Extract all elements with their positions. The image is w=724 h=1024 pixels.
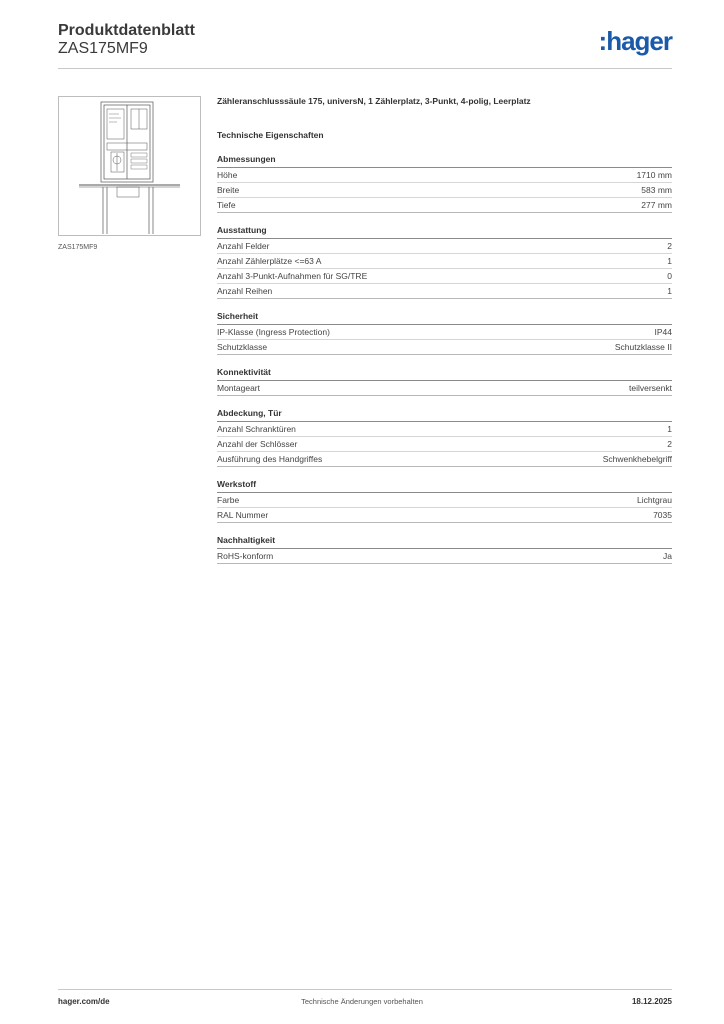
- spec-row: [217, 254, 672, 269]
- spec-row: [217, 340, 672, 355]
- spec-value: Schutzklasse II: [614, 342, 672, 352]
- spec-content: [217, 96, 672, 564]
- spec-row: [217, 198, 672, 213]
- spec-row: [217, 168, 672, 183]
- section-title: Konnektivität: [217, 367, 672, 381]
- spec-section: [217, 154, 672, 213]
- spec-label: Anzahl Schranktüren: [217, 424, 296, 434]
- spec-section: [217, 479, 672, 523]
- technical-properties-heading: Technische Eigenschaften: [217, 130, 324, 140]
- spec-value: 1: [667, 424, 672, 434]
- spec-row: [217, 381, 672, 396]
- spec-row: [217, 422, 672, 437]
- footer-divider: [58, 989, 672, 990]
- header-divider: [58, 68, 672, 69]
- spec-label: Anzahl Felder: [217, 241, 270, 251]
- spec-row: [217, 325, 672, 340]
- spec-label: Ausführung des Handgriffes: [217, 454, 323, 464]
- meter-cabinet-drawing-icon: [59, 97, 200, 235]
- spec-row: [217, 183, 672, 198]
- spec-row: [217, 549, 672, 564]
- page-header: [58, 20, 672, 68]
- section-title: Abmessungen: [217, 154, 672, 168]
- spec-label: Breite: [217, 185, 240, 195]
- spec-label: Anzahl der Schlösser: [217, 439, 298, 449]
- spec-value: 7035: [653, 510, 672, 520]
- spec-value: Ja: [663, 551, 672, 561]
- spec-value: 2: [667, 439, 672, 449]
- spec-label: Farbe: [217, 495, 240, 505]
- spec-value: Lichtgrau: [637, 495, 672, 505]
- spec-value: Schwenkhebelgriff: [602, 454, 672, 464]
- spec-row: [217, 493, 672, 508]
- spec-value: teilversenkt: [629, 383, 672, 393]
- product-description: Zähleranschlusssäule 175, universN, 1 Zählerplatz, 3-Punkt, 4-polig, Leerplatz: [217, 96, 531, 106]
- footer-website: hager.com/de: [58, 997, 110, 1006]
- spec-section: [217, 367, 672, 396]
- section-title: Abdeckung, Tür: [217, 408, 672, 422]
- section-title: Nachhaltigkeit: [217, 535, 672, 549]
- footer-notice: Technische Änderungen vorbehalten: [301, 997, 423, 1006]
- footer-date: 18.12.2025: [631, 997, 672, 1006]
- spec-label: Anzahl 3-Punkt-Aufnahmen für SG/TRE: [217, 271, 368, 281]
- product-code: ZAS175MF9: [58, 40, 148, 57]
- spec-value: 1: [667, 286, 672, 296]
- spec-value: IP44: [654, 327, 672, 337]
- spec-sections: [217, 154, 672, 564]
- spec-label: Anzahl Zählerplätze <=63 A: [217, 256, 322, 266]
- spec-label: RAL Nummer: [217, 510, 269, 520]
- image-caption: ZAS175MF9: [58, 244, 98, 251]
- section-title: Werkstoff: [217, 479, 672, 493]
- spec-value: 583 mm: [641, 185, 672, 195]
- document-title: Produktdatenblatt: [58, 22, 195, 39]
- spec-label: Montageart: [217, 383, 260, 393]
- spec-label: Schutzklasse: [217, 342, 268, 352]
- spec-section: [217, 535, 672, 564]
- spec-row: [217, 452, 672, 467]
- spec-section: [217, 311, 672, 355]
- spec-row: [217, 508, 672, 523]
- spec-value: 0: [667, 271, 672, 281]
- spec-label: Tiefe: [217, 200, 236, 210]
- spec-row: [217, 284, 672, 299]
- hager-logo: :hager: [598, 26, 672, 56]
- spec-value: 1: [667, 256, 672, 266]
- section-title: Ausstattung: [217, 225, 672, 239]
- spec-section: [217, 408, 672, 467]
- spec-label: Anzahl Reihen: [217, 286, 273, 296]
- spec-row: [217, 239, 672, 254]
- spec-label: Höhe: [217, 170, 238, 180]
- product-image: [58, 96, 201, 236]
- spec-value: 1710 mm: [636, 170, 672, 180]
- spec-value: 277 mm: [641, 200, 672, 210]
- spec-value: 2: [667, 241, 672, 251]
- spec-row: [217, 269, 672, 284]
- spec-label: RoHS-konform: [217, 551, 274, 561]
- spec-row: [217, 437, 672, 452]
- spec-section: [217, 225, 672, 299]
- section-title: Sicherheit: [217, 311, 672, 325]
- spec-label: IP-Klasse (Ingress Protection): [217, 327, 330, 337]
